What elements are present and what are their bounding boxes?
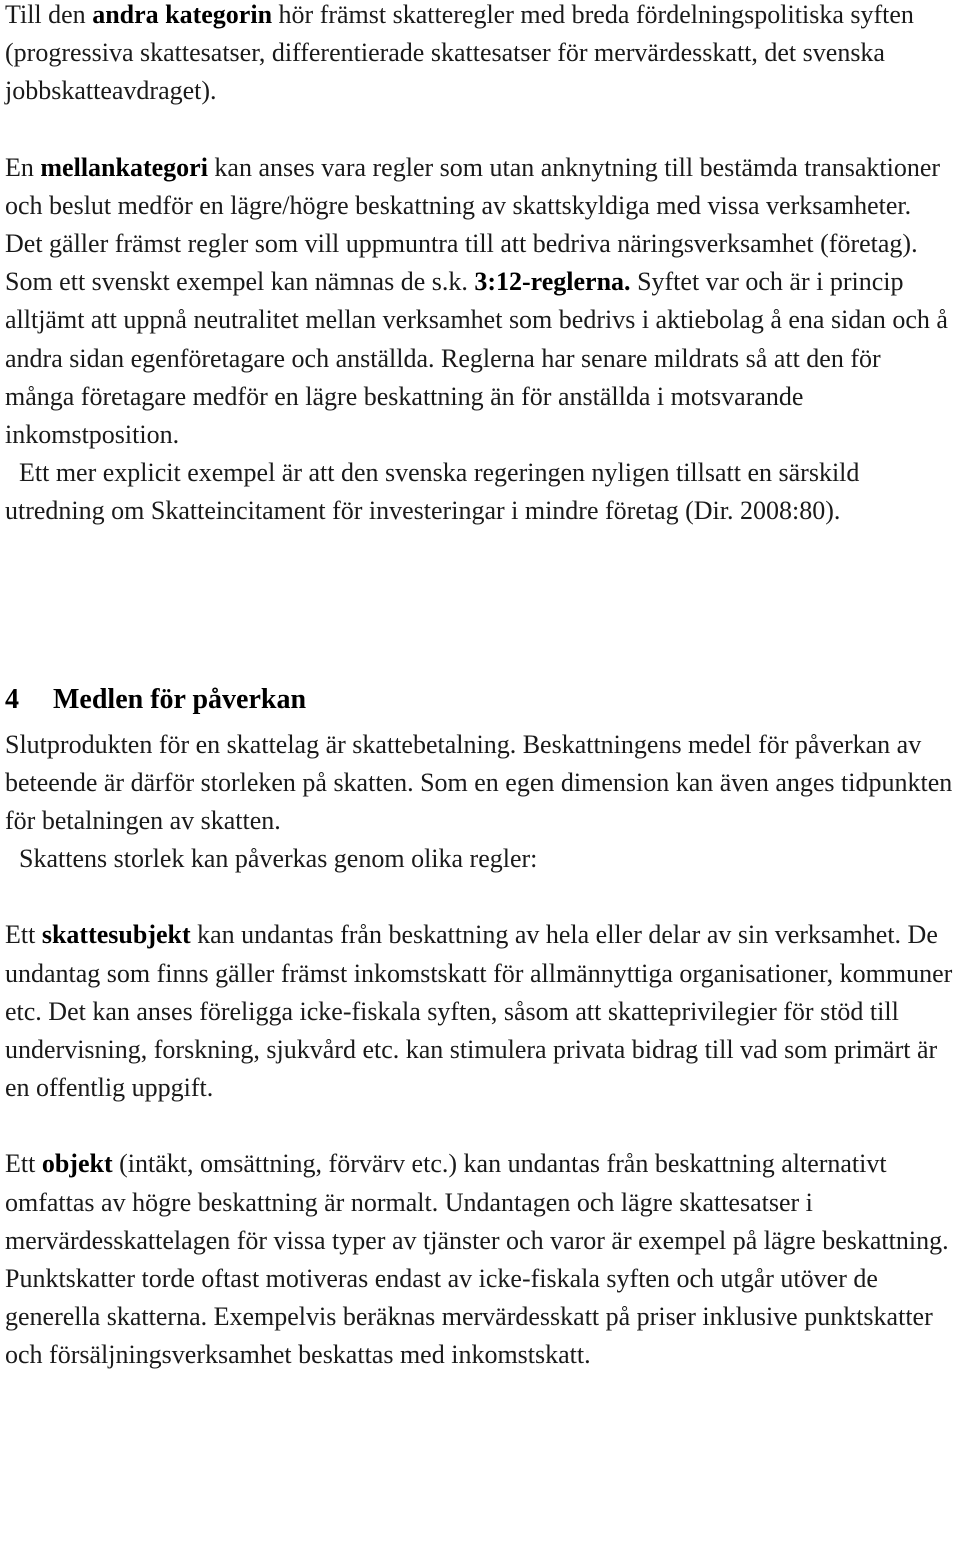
paragraph-text: Syftet var och är i princip alltjämt att uppnå neutralitet mellan verksamhet som bedrivs i aktiebolag å ena sidan och å andra sidan egenföretagare och anställda. Reglerna har senare mildrats så att den för många företagare medför en lägre beskattning än för anställda i motsvarande inkomstposition. bbox=[5, 267, 948, 450]
paragraph-skattens-storlek: Skattens storlek kan påverkas genom olika regler: bbox=[19, 844, 538, 874]
bold-term: 3:12-reglerna. bbox=[474, 267, 631, 297]
section-number: 4 bbox=[5, 683, 19, 715]
paragraph-text: kan undantas från beskattning av hela eller delar av sin verksamhet. De undantag som finns gäller främst inkomstskatt för allmännyttiga organisationer, kommuner etc. Det kan anses föreligga icke-fiskala syften, såsom att skatteprivilegier för stöd till undervisning, forskning, sjukvård etc. kan stimulera privata bidrag till vad som primärt är en offentlig uppgift. bbox=[5, 920, 953, 1103]
paragraph-explicit-exempel: Ett mer explicit exempel är att den svenska regeringen nyligen tillsatt en särskild utredning om Skatteincitament för investeringar i mindre företag (Dir. 2008:80). bbox=[5, 458, 860, 526]
paragraph-text: (intäkt, omsättning, förvärv etc.) kan undantas från beskattning alternativt omfattas av högre beskattning är normalt. Undantagen och lägre skattesatser i mervärdesskattelagen för vissa typer av tjänster och varor är exempel på lägre beskattning. Punktskatter torde oftast motiveras endast av icke-fiskala syften och utgår utöver de generella skatterna. Exempelvis beräknas mervärdesskatt på priser inklusive punktskatter och försäljningsverksamhet beskattas med inkomstskatt. bbox=[5, 1149, 949, 1370]
document-page bbox=[5, 0, 955, 1375]
paragraph-text: kan anses vara regler som utan anknytning till bestämda transaktioner och beslut medför en lägre/högre beskattning av skattskyldiga med vissa verksamheter. Det gäller främst regler som vill uppmuntra till att bedriva näringsverksamhet (företag). Som ett svenskt exempel kan nämnas de s.k. bbox=[5, 152, 941, 297]
paragraph-slutprodukten: Slutprodukten för en skattelag är skattebetalning. Beskattningens medel för påverkan av beteende är därför storleken på skatten. Som en egen dimension kan även anges tidpunkten för betalningen av skatten. bbox=[5, 729, 953, 836]
section-heading bbox=[5, 680, 955, 720]
paragraph-text: Ett bbox=[5, 1149, 42, 1179]
bold-term: objekt bbox=[41, 1149, 113, 1179]
paragraph-text: Till den bbox=[5, 0, 93, 29]
paragraph-mellankategori bbox=[5, 149, 955, 455]
paragraph-andra-kategorin bbox=[5, 0, 955, 111]
paragraph-objekt bbox=[5, 1145, 955, 1374]
section-title: Medlen för påverkan bbox=[53, 683, 307, 715]
bold-term: skattesubjekt bbox=[41, 920, 191, 950]
paragraph-text: Ett bbox=[5, 920, 42, 950]
paragraph-text: En bbox=[5, 152, 41, 182]
paragraph-skattesubjekt bbox=[5, 916, 955, 1107]
paragraph-text: hör främst skatteregler med breda fördelningspolitiska syften (progressiva skattesatser, differentierade skattesatser för mervärdesskatt, det svenska jobbskatteavdraget). bbox=[5, 0, 914, 106]
bold-term: mellankategori bbox=[40, 152, 208, 182]
bold-term: andra kategorin bbox=[92, 0, 273, 29]
